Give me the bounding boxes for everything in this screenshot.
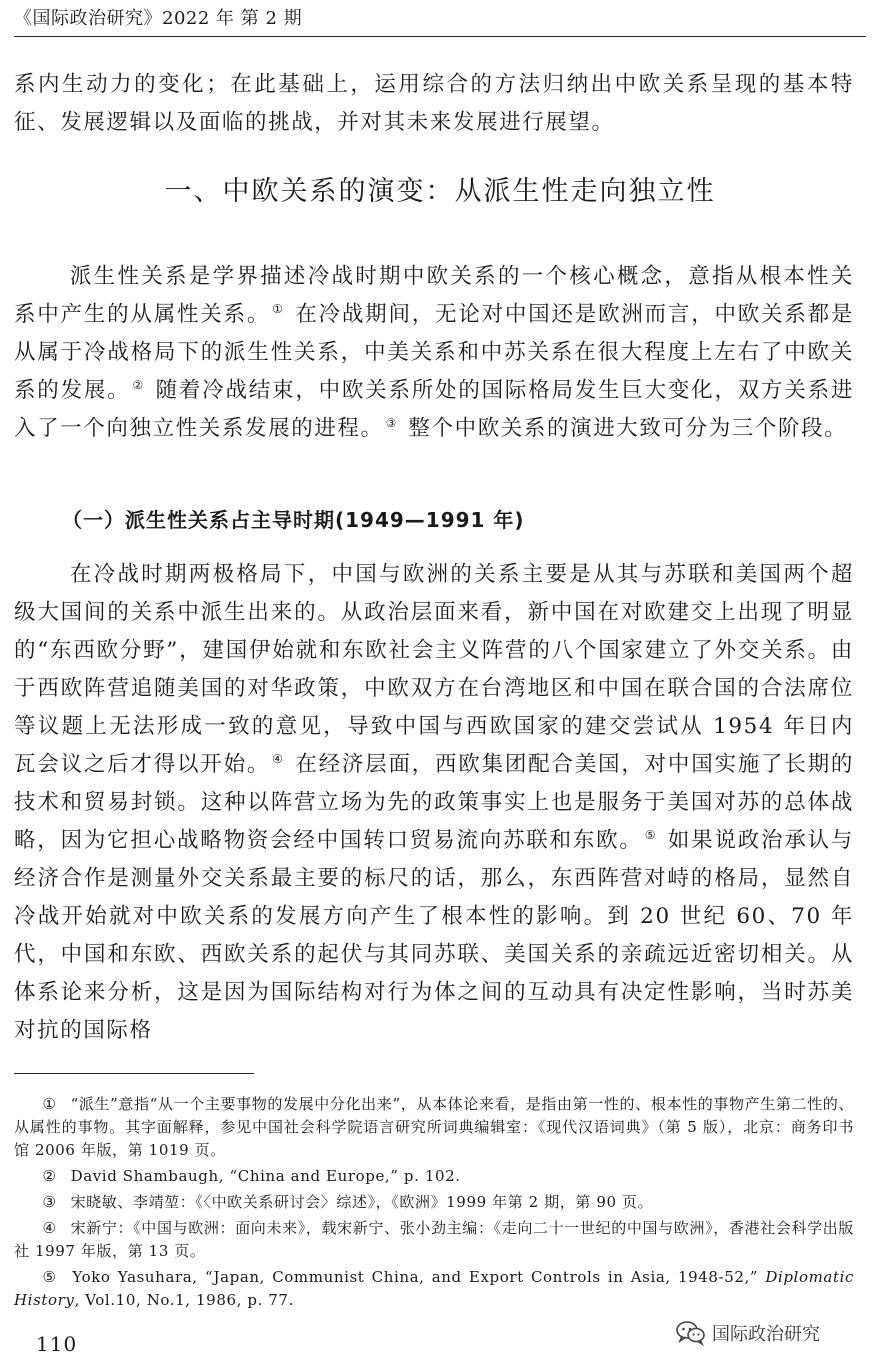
footnote-mark: ④	[42, 1219, 57, 1237]
sentence: 如果说政治承认与经济合作是测量外交关系最主要的标尺的话，那么，东西阵营对峙的格局，显然自冷战开始就对中欧关系的发展方向产生了根本性的影响。到 20 世纪 60、70 年代，中国和东欧、西欧关系的起伏与其同苏联、美国关系的亲疏远近密切相关。从体系论来分析，这是因为国际结构对行为体之间的互动具有决定性影响，当时苏美对抗的国际格	[14, 828, 854, 1043]
footnote-text: 宋新宁：《中国与欧洲：面向未来》，载宋新宁、张小劲主编：《走向二十一世纪的中国与欧洲》，香港社会科学出版社 1997 年版，第 13 页。	[14, 1219, 854, 1260]
footnote-mark: ⑤	[42, 1268, 59, 1286]
wechat-icon	[676, 1320, 706, 1346]
subsection-title: （一）派生性关系占主导时期(1949—1991 年)	[62, 508, 525, 532]
paragraph-cold-war-period	[14, 556, 854, 1050]
footnote-text: David Shambaugh, “China and Europe,” p. 102.	[70, 1167, 461, 1185]
footnote-4	[14, 1217, 854, 1263]
footnote-text: Yoko Yasuhara, “Japan, Communist China, and Export Controls in Asia, 1948-52,”	[72, 1268, 766, 1286]
watermark-text: 国际政治研究	[712, 1324, 820, 1345]
footnote-rule	[14, 1073, 254, 1074]
footnote-text: 宋晓敏、李靖堃：《〈中欧关系研讨会〉综述》，《欧洲》1999 年第 2 期，第 90 页。	[70, 1193, 654, 1211]
footnote-ref-4[interactable]: ④	[272, 751, 285, 766]
watermark	[676, 1318, 820, 1348]
footnote-mark: ③	[42, 1193, 57, 1211]
sentence: 在冷战时期两极格局下，中国与欧洲的关系主要是从其与苏联和美国两个超级大国间的关系中派生出来的。从政治层面来看，新中国在对欧建交上出现了明显的“东西欧分野”，建国伊始就和东欧社会主义阵营的八个国家建立了外交关系。由于西欧阵营追随美国的对华政策，中欧双方在台湾地区和中国在联合国的合法席位等议题上无法形成一致的意见，导致中国与西欧国家的建交尝试从 1954 年日内瓦会议之后才得以开始。	[14, 562, 854, 777]
footnote-ref-2[interactable]: ②	[132, 377, 145, 392]
footnote-ref-3[interactable]: ③	[385, 415, 398, 430]
footnote-text: , Vol.10, No.1, 1986, p. 77.	[74, 1291, 294, 1309]
sentence: 在经济层面，西欧集团配合美国，对中国实施了长期的技术和贸易封锁。这种以阵营立场为先的政策事实上也是服务于美国对苏的总体战略，因为它担心战略物资会经中国转口贸易流向苏联和东欧。	[14, 752, 855, 853]
sentence: 派生性关系是学界描述冷战时期中欧关系的一个核心概念，意指从根本性关系中产生的从属性关系。	[14, 264, 854, 327]
footnote-5	[14, 1266, 854, 1312]
section-title: 一、中欧关系的演变：从派生性走向独立性	[164, 176, 716, 207]
footnote-2	[14, 1165, 854, 1188]
paragraph-derivative-relations	[14, 258, 854, 448]
sentence: 在冷战期间，无论对中国还是欧洲而言，中欧关系都是从属于冷战格局下的派生性关系，中美关系和中苏关系在很大程度上左右了中欧关系的发展。	[14, 302, 855, 403]
footnote-mark: ①	[42, 1095, 57, 1113]
footnote-journal-title: Diplomatic History	[14, 1268, 854, 1309]
footnotes	[14, 1093, 854, 1315]
footnote-mark: ②	[42, 1167, 57, 1185]
footnote-3	[14, 1191, 854, 1214]
sentence: 整个中欧关系的演进大致可分为三个阶段。	[408, 416, 848, 441]
page-number: 110	[36, 1332, 78, 1356]
header-rule	[14, 36, 866, 37]
paragraph-continuation: 系内生动力的变化；在此基础上，运用综合的方法归纳出中欧关系呈现的基本特征、发展逻辑以及面临的挑战，并对其未来发展进行展望。	[14, 72, 854, 135]
footnote-ref-5[interactable]: ⑤	[644, 827, 658, 842]
running-header: 《国际政治研究》2022 年 第 2 期	[14, 8, 303, 29]
footnote-text: “派生”意指“从一个主要事物的发展中分化出来”，从本体论来看，是指由第一性的、根本性的事物产生第二性的、从属性的事物。其字面解释，参见中国社会科学院语言研究所词典编辑室：《现代汉语词典》（第 5 版），北京：商务印书馆 2006 年版，第 1019 页。	[14, 1095, 854, 1159]
sentence: 随着冷战结束，中欧关系所处的国际格局发生巨大变化，双方关系进入了一个向独立性关系发展的进程。	[14, 378, 854, 441]
footnote-ref-1[interactable]: ①	[272, 301, 285, 316]
footnote-1	[14, 1093, 854, 1162]
